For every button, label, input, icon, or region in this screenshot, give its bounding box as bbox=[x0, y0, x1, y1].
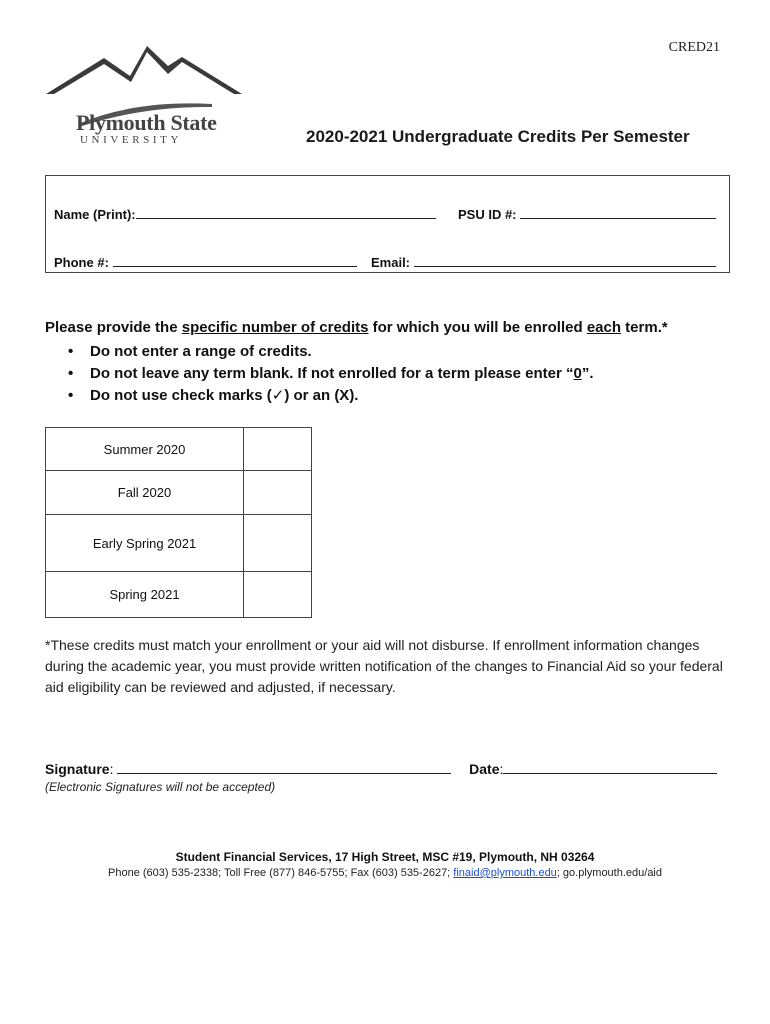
bullet-item bbox=[68, 363, 593, 385]
table-row bbox=[46, 471, 312, 515]
signature-label: Signature bbox=[45, 761, 110, 777]
date-label: Date bbox=[469, 761, 500, 777]
signature-note: (Electronic Signatures will not be accepted) bbox=[45, 780, 276, 794]
bullet-item bbox=[68, 385, 593, 407]
psu-id-row bbox=[458, 206, 716, 222]
psu-id-label: PSU ID #: bbox=[458, 207, 517, 222]
table-row bbox=[46, 515, 312, 572]
term-label: Summer 2020 bbox=[46, 428, 244, 471]
page-title: 2020-2021 Undergraduate Credits Per Semester bbox=[306, 127, 690, 146]
credits-input[interactable] bbox=[244, 428, 312, 471]
term-credits-table bbox=[45, 427, 312, 618]
bullet-item bbox=[68, 341, 593, 363]
footer-contact bbox=[0, 867, 770, 879]
table-row bbox=[46, 428, 312, 471]
credits-input[interactable] bbox=[244, 515, 312, 572]
name-label: Name (Print): bbox=[54, 207, 136, 222]
instr-text: term.* bbox=[621, 319, 668, 336]
name-field[interactable] bbox=[136, 206, 436, 219]
bullet-text: ) or an (X). bbox=[284, 387, 359, 404]
footer-website: ; go.plymouth.edu/aid bbox=[556, 867, 662, 879]
instructions-lead bbox=[45, 319, 668, 336]
logo-subtitle: UNIVERSITY bbox=[80, 134, 182, 146]
name-row bbox=[54, 206, 436, 222]
student-info-box bbox=[45, 175, 730, 273]
bullet-text: ”. bbox=[581, 365, 594, 382]
table-row bbox=[46, 572, 312, 618]
instr-text: for which you will be enrolled bbox=[368, 319, 587, 336]
footer-address: Student Financial Services, 17 High Street, MSC #19, Plymouth, NH 03264 bbox=[175, 850, 595, 864]
instr-emphasis: specific number of credits bbox=[181, 319, 369, 336]
term-label: Spring 2021 bbox=[46, 572, 244, 618]
instruction-bullets bbox=[68, 341, 593, 407]
bullet-text: Do not enter a range of credits. bbox=[90, 343, 312, 360]
term-label: Fall 2020 bbox=[46, 471, 244, 515]
credits-input[interactable] bbox=[244, 471, 312, 515]
bullet-text: Do not use check marks ( bbox=[90, 387, 272, 404]
date-field[interactable] bbox=[503, 760, 717, 774]
phone-field[interactable] bbox=[113, 254, 357, 267]
bullet-text: Do not leave any term blank. If not enrolled for a term please enter “ bbox=[90, 365, 574, 382]
footer-phones: Phone (603) 535-2338; Toll Free (877) 846-5755; Fax (603) 535-2627; bbox=[108, 867, 454, 879]
psu-id-field[interactable] bbox=[520, 206, 716, 219]
email-label: Email: bbox=[371, 255, 411, 270]
form-code: CRED21 bbox=[668, 40, 720, 55]
bullet-emphasis: 0 bbox=[573, 365, 582, 382]
signature-field[interactable] bbox=[117, 760, 451, 774]
phone-row bbox=[54, 254, 357, 270]
email-row bbox=[371, 254, 716, 270]
logo-name: Plymouth State bbox=[76, 110, 217, 135]
check-mark-icon: ✓ bbox=[271, 387, 285, 404]
phone-label: Phone #: bbox=[54, 255, 109, 270]
credits-note: *These credits must match your enrollment or your aid will not disburse. If enrollment information changes during the academic year, you must provide written notification of the changes to Financial Aid so your federal aid eligibility can be reviewed and adjusted, if necessary. bbox=[45, 637, 723, 695]
instr-emphasis: each bbox=[586, 319, 622, 336]
signature-row: Signature: Date: bbox=[45, 760, 717, 777]
email-field[interactable] bbox=[414, 254, 716, 267]
instr-text: Please provide the bbox=[45, 319, 182, 336]
finaid-email-link[interactable]: finaid@plymouth.edu bbox=[453, 867, 557, 879]
term-label: Early Spring 2021 bbox=[46, 515, 244, 572]
credits-input[interactable] bbox=[244, 572, 312, 618]
